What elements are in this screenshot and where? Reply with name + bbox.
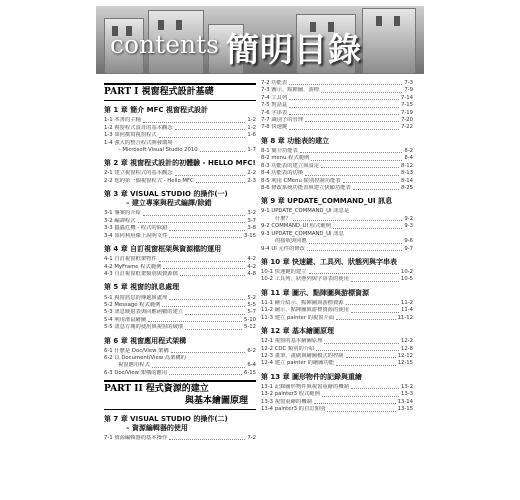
toc-entry[interactable] <box>261 124 413 131</box>
toc-entry[interactable] <box>261 384 413 391</box>
chapter-title: 第 4 章 自訂視窗框架與資源檔的運用 <box>104 245 222 254</box>
chapter-heading <box>104 337 256 346</box>
entry-title: 什麼？ <box>275 215 291 222</box>
dot-leader <box>309 238 403 243</box>
entry-title: 8-1 簡介功能表 <box>261 147 298 154</box>
dot-leader <box>314 399 396 404</box>
page-number: 1-2 <box>247 124 256 131</box>
chapter-heading <box>104 245 256 254</box>
dot-leader <box>175 125 246 130</box>
toc-entry[interactable] <box>261 315 413 322</box>
page-number: 1-7 <box>247 146 256 153</box>
entry-title: 10-2 工具列、狀態列與字串表的使用 <box>261 276 349 283</box>
entry-title: 8-6 修改系統功能表與建立快顯功能表 <box>261 184 351 191</box>
page-number: 7-15 <box>400 102 413 109</box>
page-number: 10-2 <box>400 269 413 275</box>
toc-entry[interactable] <box>104 178 256 185</box>
chapter-heading <box>261 327 413 336</box>
chapter-title: 第 10 章 快速鍵、工具列、狀態列與字串表 <box>261 257 398 266</box>
toc-entry[interactable] <box>261 231 413 238</box>
chapter-heading <box>261 258 413 267</box>
page-number: 12-2 <box>400 338 413 345</box>
page-number: 4-2 <box>247 256 256 263</box>
toc-entry[interactable] <box>261 353 413 360</box>
toc-entry[interactable] <box>261 80 413 87</box>
part-subtitle: 與基本繪圖原理 <box>184 395 248 406</box>
chapter-title: 第 9 章 UPDATE_COMMAND_UI 訊息 <box>261 197 393 206</box>
toc-entry[interactable] <box>104 271 256 278</box>
entry-title: 13-4 painter3 的自訂類別 <box>261 406 326 413</box>
toc-entry[interactable] <box>104 309 256 316</box>
toc-entry[interactable] <box>261 148 413 155</box>
dot-leader <box>353 185 399 190</box>
toc-entry[interactable] <box>261 391 413 398</box>
toc-entry[interactable] <box>104 147 256 154</box>
page-title: 簡明目錄 <box>226 30 362 69</box>
toc-entry[interactable] <box>261 216 413 223</box>
dot-leader <box>196 178 246 183</box>
page-number: 3-2 <box>247 210 256 217</box>
toc-entry[interactable] <box>261 399 413 406</box>
toc-entry[interactable] <box>104 302 256 309</box>
chapter-subtitle: – 資源編輯器的使用 <box>126 423 188 432</box>
entry-title: 6-3 Doc/View 架構的應用 <box>104 369 168 376</box>
window-shape <box>158 20 164 30</box>
entry-title: 9-4 UI 元件的修改 <box>261 245 305 252</box>
entry-title: 8-3 功能表的建立與設定 <box>261 162 320 169</box>
entry-title: 13-1 記錄圖形物件與視窗重繪的機制 <box>261 383 349 390</box>
entry-title: 11-2 圖示、點陣圖與游標資源的使用 <box>261 307 349 314</box>
chapter-title: 第 11 章 圖示、點陣圖與游標資源 <box>261 288 370 297</box>
chapter-heading <box>261 137 413 146</box>
dot-leader <box>351 384 399 389</box>
entry-title: 3-3 蟲蟲危機 - 程式的除錯 <box>104 225 168 232</box>
window-shape <box>394 16 400 26</box>
dot-leader <box>169 233 242 238</box>
dot-leader <box>321 163 399 168</box>
toc-entry[interactable] <box>104 355 256 362</box>
page-number: 12-12 <box>397 353 413 360</box>
toc-entry[interactable] <box>261 269 413 276</box>
page-number: 7-19 <box>400 109 413 116</box>
toc-entry[interactable] <box>104 170 256 177</box>
entry-title: 13-2 painter3 程式範例 <box>261 391 320 398</box>
page-number: 13-2 <box>400 383 413 390</box>
entry-title: 1-4 強大的整合程式開發環境 <box>104 139 173 146</box>
page-number: 5-7 <box>247 309 256 316</box>
toc-entry[interactable] <box>261 87 413 94</box>
dot-leader <box>305 117 399 122</box>
entry-title: 8-4 功能表的切換 <box>261 170 304 177</box>
entry-title: 7-6 字串表 <box>261 109 288 116</box>
entry-title: 9-3 UPDATE_COMMAND_UI 訊息 <box>261 230 344 237</box>
part-heading <box>104 380 256 410</box>
toc-entry[interactable] <box>261 170 413 177</box>
page-number: 12-8 <box>400 345 413 352</box>
page-number: 2-3 <box>247 177 256 184</box>
page-number: 11-2 <box>400 299 413 306</box>
part-title: PART I 視窗程式設計基礎 <box>104 87 214 97</box>
entry-title: 12-2 CDC 類別的介紹 <box>261 345 315 352</box>
toc-entry[interactable] <box>104 233 256 240</box>
entry-title: 5-5 訊息方塊的使用與視窗的破壞 <box>104 324 184 331</box>
toc-entry[interactable] <box>104 348 256 355</box>
toc-column-right <box>261 80 413 414</box>
window-shape <box>176 20 182 30</box>
dot-leader <box>336 315 395 320</box>
page-number: 9-6 <box>404 238 413 245</box>
toc-entry[interactable] <box>261 117 413 124</box>
page-number: 5-2 <box>247 294 256 301</box>
dot-leader <box>322 391 399 396</box>
page-number: 12-15 <box>397 360 413 367</box>
page-number: 7-20 <box>400 117 413 124</box>
entry-title: 6-1 什麼是 Doc/View 架構 <box>104 347 169 354</box>
dot-leader <box>351 307 399 312</box>
page-number: 8-12 <box>400 162 413 169</box>
entry-title: 11-1 繪介紹示、點陣圖與游標資源 <box>261 299 344 306</box>
toc-entry[interactable] <box>104 256 256 263</box>
dot-leader <box>185 309 245 314</box>
page-number: 3-15 <box>243 232 256 239</box>
entry-title: 12-1 視窗的基本繪圖原理 <box>261 338 323 345</box>
toc-entry[interactable] <box>261 223 413 230</box>
dot-leader <box>343 178 399 183</box>
toc-entry[interactable] <box>261 163 413 170</box>
dot-leader <box>346 231 411 236</box>
dot-leader <box>309 269 399 274</box>
page-number: 10-5 <box>400 276 413 283</box>
entry-title: 7-1 資源編輯器的基本操作 <box>104 434 168 441</box>
chapter-title: 第 1 章 簡介 MFC 視窗程式設計 <box>104 106 208 115</box>
dot-leader <box>321 87 402 92</box>
toc-entry[interactable] <box>104 362 256 369</box>
entry-title: 9-1 UPDATE_COMMAND_UI 訊息是 <box>261 208 350 215</box>
page-number: 8-13 <box>400 170 413 177</box>
page-number: 11-12 <box>397 314 413 321</box>
entry-title: 2-2 您的第一個視窗程式 - Hello MFC <box>104 177 194 184</box>
dot-leader <box>289 110 399 115</box>
toc-entry[interactable] <box>104 370 256 377</box>
header-banner <box>96 6 424 74</box>
page-number: 8-14 <box>400 177 413 184</box>
dot-leader <box>159 256 246 261</box>
chapter-title: 第 6 章 視窗應用程式架構 <box>104 336 187 345</box>
entry-title: 5-4 利用滑鼠繪圖 <box>104 316 147 323</box>
chapter-heading <box>104 415 256 433</box>
chapter-heading <box>104 159 256 168</box>
dot-leader <box>333 223 402 228</box>
chapter-heading <box>104 106 256 115</box>
dot-leader <box>346 300 399 305</box>
dot-leader <box>311 155 402 160</box>
entry-title: 4-2 MyFrame 程式範例 <box>104 263 162 270</box>
toc-entry[interactable] <box>261 102 413 109</box>
toc-entry[interactable] <box>261 208 413 215</box>
toc-entry[interactable] <box>261 346 413 353</box>
dot-leader <box>169 370 242 375</box>
entry-title: 1-2 視窗程式設計的基本觀念 <box>104 124 173 131</box>
chapter-heading <box>104 190 256 208</box>
part-title: PART II 程式資源的建立 <box>104 384 209 395</box>
page-number: 8-2 <box>404 147 413 154</box>
chapter-heading <box>104 283 256 292</box>
dot-leader <box>171 348 246 353</box>
entry-title: 7-5 對話盒 <box>261 102 288 109</box>
page-number: 5-12 <box>243 324 256 331</box>
dot-leader <box>307 246 402 251</box>
entry-title: 8-5 利用 CMenu 類別控制功能表 <box>261 177 341 184</box>
page-number: 5-5 <box>247 301 256 308</box>
page-number: 9-3 <box>404 223 413 230</box>
dot-leader <box>305 170 399 175</box>
page-number: 7-2 <box>247 434 256 441</box>
dot-leader <box>143 210 246 215</box>
chapter-title: 第 2 章 視窗程式設計的初體驗 - HELLO MFC! <box>104 159 256 168</box>
dot-leader <box>152 362 246 367</box>
toc-entry[interactable] <box>261 276 413 283</box>
entry-title: 4-3 自訂視窗框架類別與資源檔 <box>104 271 178 277</box>
chapter-heading <box>261 373 413 382</box>
contents-word: contents <box>110 30 219 59</box>
dot-leader <box>138 218 246 223</box>
entry-title: 5-1 視窗訊息的傳遞與處理 <box>104 294 168 301</box>
dot-leader <box>188 355 254 360</box>
page-number: 11-4 <box>400 307 413 314</box>
chapter-title: 第 5 章 視窗的訊息處理 <box>104 283 180 292</box>
toc-entry[interactable] <box>104 132 256 139</box>
toc-entry[interactable] <box>104 324 256 331</box>
chapter-title: 第 8 章 功能表的建立 <box>261 136 330 145</box>
dot-leader <box>289 95 399 100</box>
toc-entry[interactable] <box>104 140 256 147</box>
page-number: 7-9 <box>404 87 413 94</box>
entry-title: 7-4 工具列 <box>261 94 288 101</box>
toc-column-left <box>104 80 256 442</box>
chapter-heading <box>261 197 413 206</box>
dot-leader <box>143 117 246 122</box>
page-number: 7-22 <box>400 124 413 131</box>
toc-entry[interactable] <box>261 360 413 367</box>
page-number: 4-8 <box>247 271 256 277</box>
page-number: 1-2 <box>247 117 256 124</box>
page-number: 1-6 <box>247 132 256 139</box>
toc-entry[interactable] <box>261 185 413 192</box>
page-number: 13-15 <box>397 406 413 413</box>
page-number: 3-8 <box>247 225 256 232</box>
toc-entry[interactable] <box>261 338 413 345</box>
page-number: 4-2 <box>247 263 256 270</box>
dot-leader <box>200 147 246 152</box>
page-number: 9-7 <box>404 245 413 252</box>
dot-leader <box>293 216 402 221</box>
entry-title: 8-2 menu 程式範例 <box>261 155 310 162</box>
dot-leader <box>175 170 246 175</box>
dot-leader <box>300 148 403 153</box>
entry-title: 7-7 識別子的管理 <box>261 117 304 124</box>
chapter-title: 第 7 章 VISUAL STUDIO 的操作(二) <box>104 414 228 423</box>
entry-title: 4-1 自訂視窗框架物件 <box>104 256 157 263</box>
toc-entry[interactable] <box>104 317 256 324</box>
entry-title: – Microsoft Visual Studio 2010 <box>118 146 198 153</box>
chapter-subtitle: – 建立專案與程式編譯/除錯 <box>126 199 212 208</box>
entry-title: 3-2 編譯程式 <box>104 217 136 224</box>
toc-entry[interactable] <box>261 155 413 162</box>
dot-leader <box>185 324 242 329</box>
dot-leader <box>336 360 395 365</box>
part-heading <box>104 83 256 101</box>
chapter-heading <box>261 289 413 298</box>
entry-title: 10-1 快速鍵的建立 <box>261 269 307 275</box>
toc-entry[interactable] <box>261 238 413 245</box>
entry-title: 2-1 建立視窗程式的基本觀念 <box>104 170 173 177</box>
dot-leader <box>289 102 399 107</box>
dot-leader <box>148 317 242 322</box>
page-number: 6-2 <box>247 347 256 354</box>
dot-leader <box>289 80 402 85</box>
page-number: 8-25 <box>400 184 413 191</box>
dot-leader <box>289 124 399 129</box>
toc-entry[interactable] <box>104 125 256 132</box>
page-number: 6-4 <box>247 362 256 369</box>
toc-entry[interactable] <box>261 178 413 185</box>
entry-title: 1-3 如何撰寫視窗程式 <box>104 132 157 139</box>
entry-title: 11-3 建立 painter 的視窗介面 <box>261 314 335 321</box>
entry-title: 7-8 快速鍵 <box>261 124 288 131</box>
toc-entry[interactable] <box>104 295 256 302</box>
page-number: 7-14 <box>400 94 413 101</box>
entry-title: 7-2 功能表 <box>261 80 288 86</box>
dot-leader <box>162 302 245 307</box>
chapter-title: 第 3 章 VISUAL STUDIO 的操作(一) <box>104 190 228 199</box>
chapter-title: 第 13 章 圖形物件的記錄與重繪 <box>261 372 363 381</box>
toc-entry[interactable] <box>104 117 256 124</box>
toc-entry[interactable] <box>104 225 256 232</box>
page-number: 7-3 <box>404 80 413 86</box>
page-number: 13-3 <box>400 391 413 398</box>
toc-entry[interactable] <box>261 246 413 253</box>
page-number: 2-2 <box>247 170 256 177</box>
dot-leader <box>327 406 395 411</box>
entry-title: 7-3 圖示、點陣圖、游標 <box>261 87 320 94</box>
entry-title: 3-1 專案的介紹 <box>104 210 141 217</box>
page-number: 9-2 <box>404 215 413 222</box>
entry-title: 9-2 COMMAND_UI 程式範例 <box>261 223 331 230</box>
dot-leader <box>169 435 245 440</box>
entry-title: 12-3 畫筆、畫刷與繪圖模式的控制 <box>261 353 344 360</box>
toc-entry[interactable] <box>261 307 413 314</box>
dot-leader <box>175 140 254 145</box>
dot-leader <box>180 271 245 276</box>
building-image <box>362 8 416 74</box>
toc-entry[interactable] <box>261 406 413 413</box>
entry-title: 5-2 Message 程式範例 <box>104 301 161 308</box>
toc-entry[interactable] <box>104 435 256 442</box>
dot-leader <box>351 208 411 213</box>
page-number: 13-14 <box>397 398 413 405</box>
toc-entry[interactable] <box>104 210 256 217</box>
entry-title: 13-3 視窗重繪的機制 <box>261 398 312 405</box>
dot-leader <box>324 338 399 343</box>
dot-leader <box>159 132 246 137</box>
page-number: 6-15 <box>243 369 256 376</box>
dot-leader <box>316 346 399 351</box>
entry-title: 視窗應用程式 <box>118 362 150 369</box>
dot-leader <box>169 295 245 300</box>
toc-entry[interactable] <box>104 264 256 271</box>
entry-title: 12-4 建立 painter 的繪圖功能 <box>261 360 335 367</box>
entry-title: 5-3 訊息映射表與回應函數的建立 <box>104 309 184 316</box>
window-shape <box>376 16 382 26</box>
entry-title: 1-1 本書的主軸 <box>104 117 141 124</box>
chapter-title: 第 12 章 基本繪圖原理 <box>261 327 335 336</box>
entry-title: 6-2 以 Document/View 為架構的 <box>104 355 186 362</box>
page-number: 5-10 <box>243 316 256 323</box>
dot-leader <box>163 264 245 269</box>
dot-leader <box>351 276 399 281</box>
page-number: 8-4 <box>404 155 413 162</box>
toc-entry[interactable] <box>261 95 413 102</box>
page-number: 3-7 <box>247 217 256 224</box>
toc-entry[interactable] <box>261 300 413 307</box>
dot-leader <box>169 225 245 230</box>
dot-leader <box>346 353 396 358</box>
toc-entry[interactable] <box>261 110 413 117</box>
toc-entry[interactable] <box>104 218 256 225</box>
entry-title: 3-4 如何利用線上說明文件 <box>104 232 168 239</box>
entry-title: 的接收與回應 <box>275 238 307 245</box>
